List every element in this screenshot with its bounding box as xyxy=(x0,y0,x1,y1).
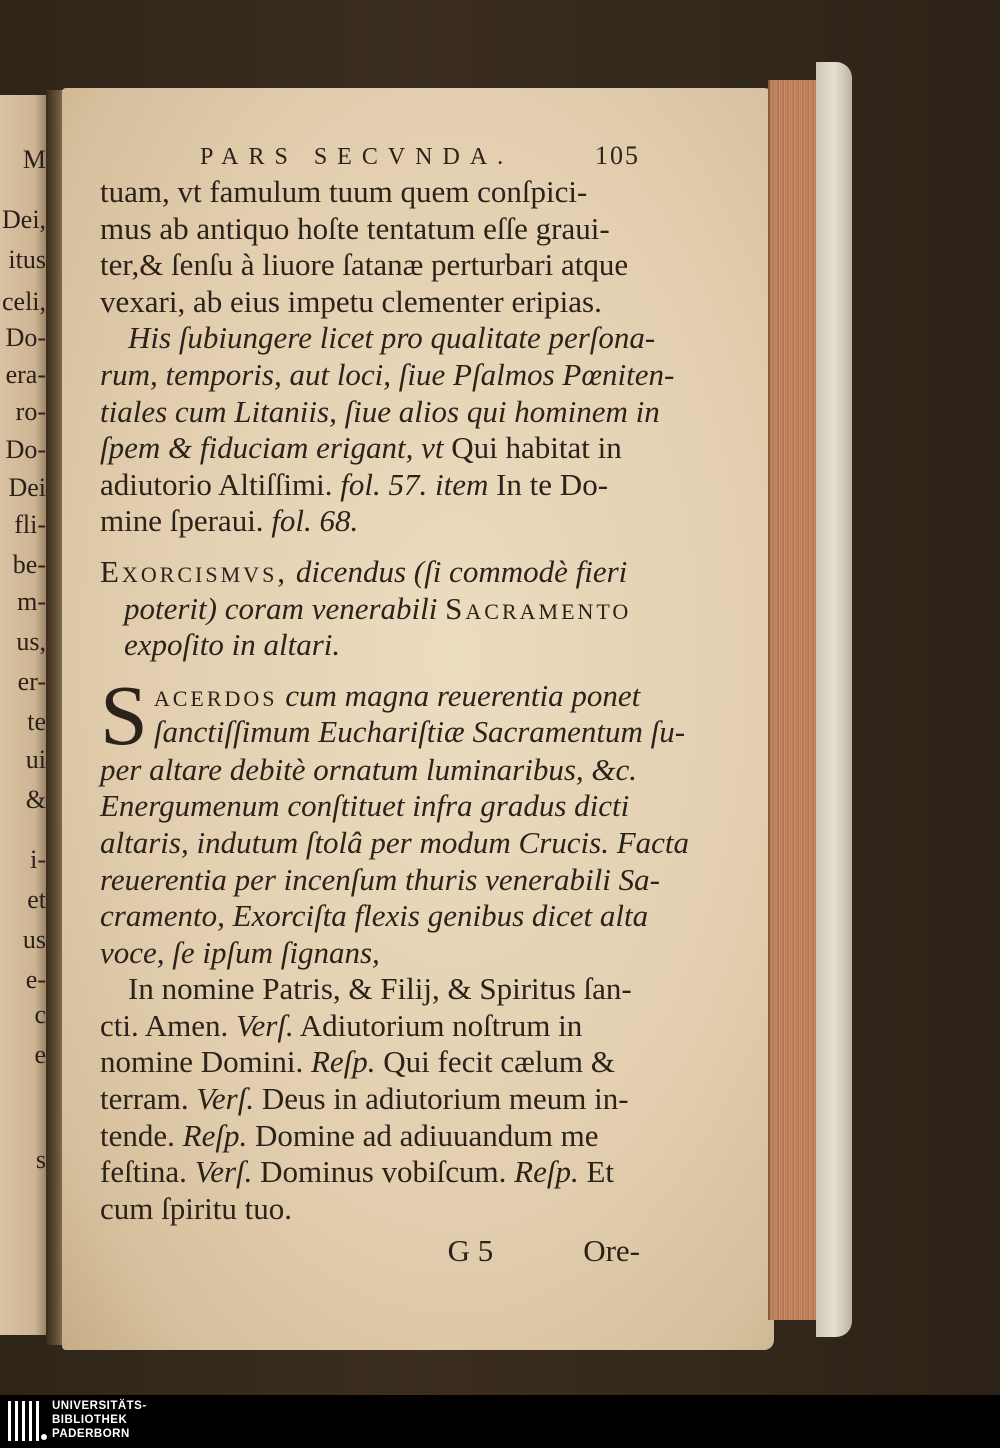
text-line: voce, ſe ipſum ſignans, xyxy=(100,934,380,970)
left-page-fragment: itus xyxy=(8,245,46,274)
text-run: feſtina. xyxy=(100,1154,195,1190)
text-line xyxy=(100,1008,640,1045)
left-page xyxy=(0,95,50,1335)
text-line: Energumenum conſtituet infra gradus dicti xyxy=(100,788,630,824)
text-line: cramento, Exorciſta flexis genibus dicet alta xyxy=(100,898,649,934)
text-run: dicendus (ſi commodè fieri xyxy=(288,553,628,589)
response-mark: Reſp. xyxy=(310,1044,376,1080)
left-page-fragment: us, xyxy=(16,627,46,656)
text-line xyxy=(100,1191,640,1228)
logo-line: UNIVERSITÄTS- xyxy=(52,1400,147,1412)
text-line: vexari, ab eius impetu clementer eripias. xyxy=(100,283,602,319)
text-run: mine ſperaui. xyxy=(100,503,272,539)
text-line: expoſito in altari. xyxy=(124,627,341,663)
left-page-fragment: Dei xyxy=(8,473,46,502)
text-run: Dominus vobiſcum. xyxy=(252,1154,515,1190)
text-line xyxy=(100,1044,640,1081)
left-page-fragment: ro- xyxy=(15,397,46,426)
text-run: acerdos xyxy=(153,677,278,713)
text-line xyxy=(100,554,640,591)
left-page-fragment: us xyxy=(22,925,46,954)
text-line: rum, temporis, aut loci, ſiue Pſalmos Pœniten- xyxy=(100,356,675,392)
logo-line: PADERBORN xyxy=(52,1428,130,1440)
left-page-fragment: celi, xyxy=(2,287,46,316)
text-line xyxy=(100,971,640,1008)
library-logo-icon xyxy=(6,1399,48,1443)
left-page-fragment: e- xyxy=(25,965,46,994)
text-line: reuerentia per incenſum thuris venerabili Sa- xyxy=(100,861,660,897)
left-page-fragment: er- xyxy=(17,667,46,696)
text-line: tuam, vt famulum tuum quem conſpici- xyxy=(100,174,588,209)
left-page-fragment: s xyxy=(35,1145,46,1174)
signature-mark: G 5 xyxy=(447,1233,494,1269)
prayer xyxy=(100,971,640,1227)
text-line xyxy=(100,430,640,467)
catchword: Ore- xyxy=(583,1233,640,1269)
heading-caps: Exorcismvs, xyxy=(100,553,289,589)
left-page-fragment: & xyxy=(25,785,46,814)
text-line xyxy=(100,467,640,504)
left-page-fragment: te xyxy=(27,707,46,736)
text-line xyxy=(100,503,640,540)
running-title: PARS SECVNDA. xyxy=(200,144,514,170)
left-page-fragment: i- xyxy=(30,845,46,874)
text-line: per altare debitè ornatum luminaribus, &c. xyxy=(100,751,638,787)
text-line xyxy=(100,1118,640,1155)
left-page-fragment: Dei, xyxy=(2,205,46,234)
text-run: ſpem & fiduciam erigant, vt xyxy=(100,430,452,466)
left-page-fragment: be- xyxy=(12,550,46,579)
book-cover xyxy=(816,62,852,1337)
text-line: altaris, indutum ſtolâ per modum Crucis. Facta xyxy=(100,824,689,860)
text-run: Adiutorium noſtrum in xyxy=(293,1007,583,1043)
text-line: mus ab antiquo hoſte tentatum eſſe graui- xyxy=(100,210,610,246)
text-run: Domine ad adiuuandum me xyxy=(247,1117,599,1153)
page-edges xyxy=(768,80,820,1320)
left-page-fragment: e xyxy=(34,1040,46,1069)
rubric xyxy=(100,666,689,972)
left-page-fragment: Do- xyxy=(5,435,46,464)
versicle-mark: Verſ. xyxy=(196,1081,255,1117)
text-run: Et xyxy=(578,1154,615,1190)
library-logo-text xyxy=(52,1399,147,1441)
text-run: Sacramento xyxy=(445,590,632,626)
text-run: fol. 57. item xyxy=(340,466,497,502)
left-page-fragment: era- xyxy=(5,360,46,389)
text-run: In te Do- xyxy=(496,466,609,502)
text-run: cum ſpiritu tuo. xyxy=(100,1190,293,1226)
text-run: Deus in adiutorium meum in- xyxy=(254,1081,629,1117)
left-page-fragment: et xyxy=(27,885,46,914)
text-line xyxy=(100,591,640,628)
text-line: ſanctiſſimum Euchariſtiæ Sacramentum ſu- xyxy=(153,714,686,750)
drop-cap: S xyxy=(100,666,148,763)
library-logo-bar xyxy=(0,1395,1000,1448)
left-page-fragment: Do- xyxy=(5,323,46,352)
text-run: cum magna reuerentia ponet xyxy=(277,677,641,713)
text-line: tiales cum Litaniis, ſiue alios qui hominem in xyxy=(100,393,660,429)
text-run: nomine Domini. xyxy=(100,1044,311,1080)
page-text xyxy=(100,138,689,1270)
text-run: tende. xyxy=(100,1117,183,1153)
left-page-fragment: c xyxy=(34,1000,46,1029)
text-line xyxy=(100,1154,640,1191)
page-footer xyxy=(100,1233,640,1270)
paragraph-1 xyxy=(100,174,640,320)
logo-line: BIBLIOTHEK xyxy=(52,1414,128,1426)
page-number: 105 xyxy=(595,141,640,170)
versicle-mark: Verſ. xyxy=(194,1154,253,1190)
text-line xyxy=(100,678,640,715)
text-run: Qui habitat in xyxy=(451,430,622,466)
exorcism-heading xyxy=(100,554,640,664)
paragraph-2 xyxy=(100,320,675,540)
text-run: cti. Amen. xyxy=(100,1007,237,1043)
text-run: Qui fecit cælum & xyxy=(375,1044,615,1080)
running-header xyxy=(200,138,640,174)
text-run: In nomine Patris, & Filij, & Spiritus ſan- xyxy=(128,971,632,1007)
text-line xyxy=(100,1081,640,1118)
text-line: His ſubiungere licet pro qualitate perſona- xyxy=(128,320,656,356)
text-run: fol. 68. xyxy=(271,503,359,539)
left-page-fragment: M xyxy=(22,145,46,174)
response-mark: Reſp. xyxy=(514,1154,579,1190)
versicle-mark: Verſ. xyxy=(236,1007,294,1043)
text-line: ter,& ſenſu à liuore ſatanæ perturbari atque xyxy=(100,247,629,283)
left-page-fragment: ui xyxy=(25,745,46,774)
text-run: poterit) coram venerabili xyxy=(124,590,446,626)
text-run: adiutorio Altiſſimi. xyxy=(100,466,341,502)
left-page-fragment: fli- xyxy=(14,510,46,539)
text-run: terram. xyxy=(100,1081,197,1117)
left-page-fragment: m- xyxy=(17,587,46,616)
response-mark: Reſp. xyxy=(182,1117,248,1153)
